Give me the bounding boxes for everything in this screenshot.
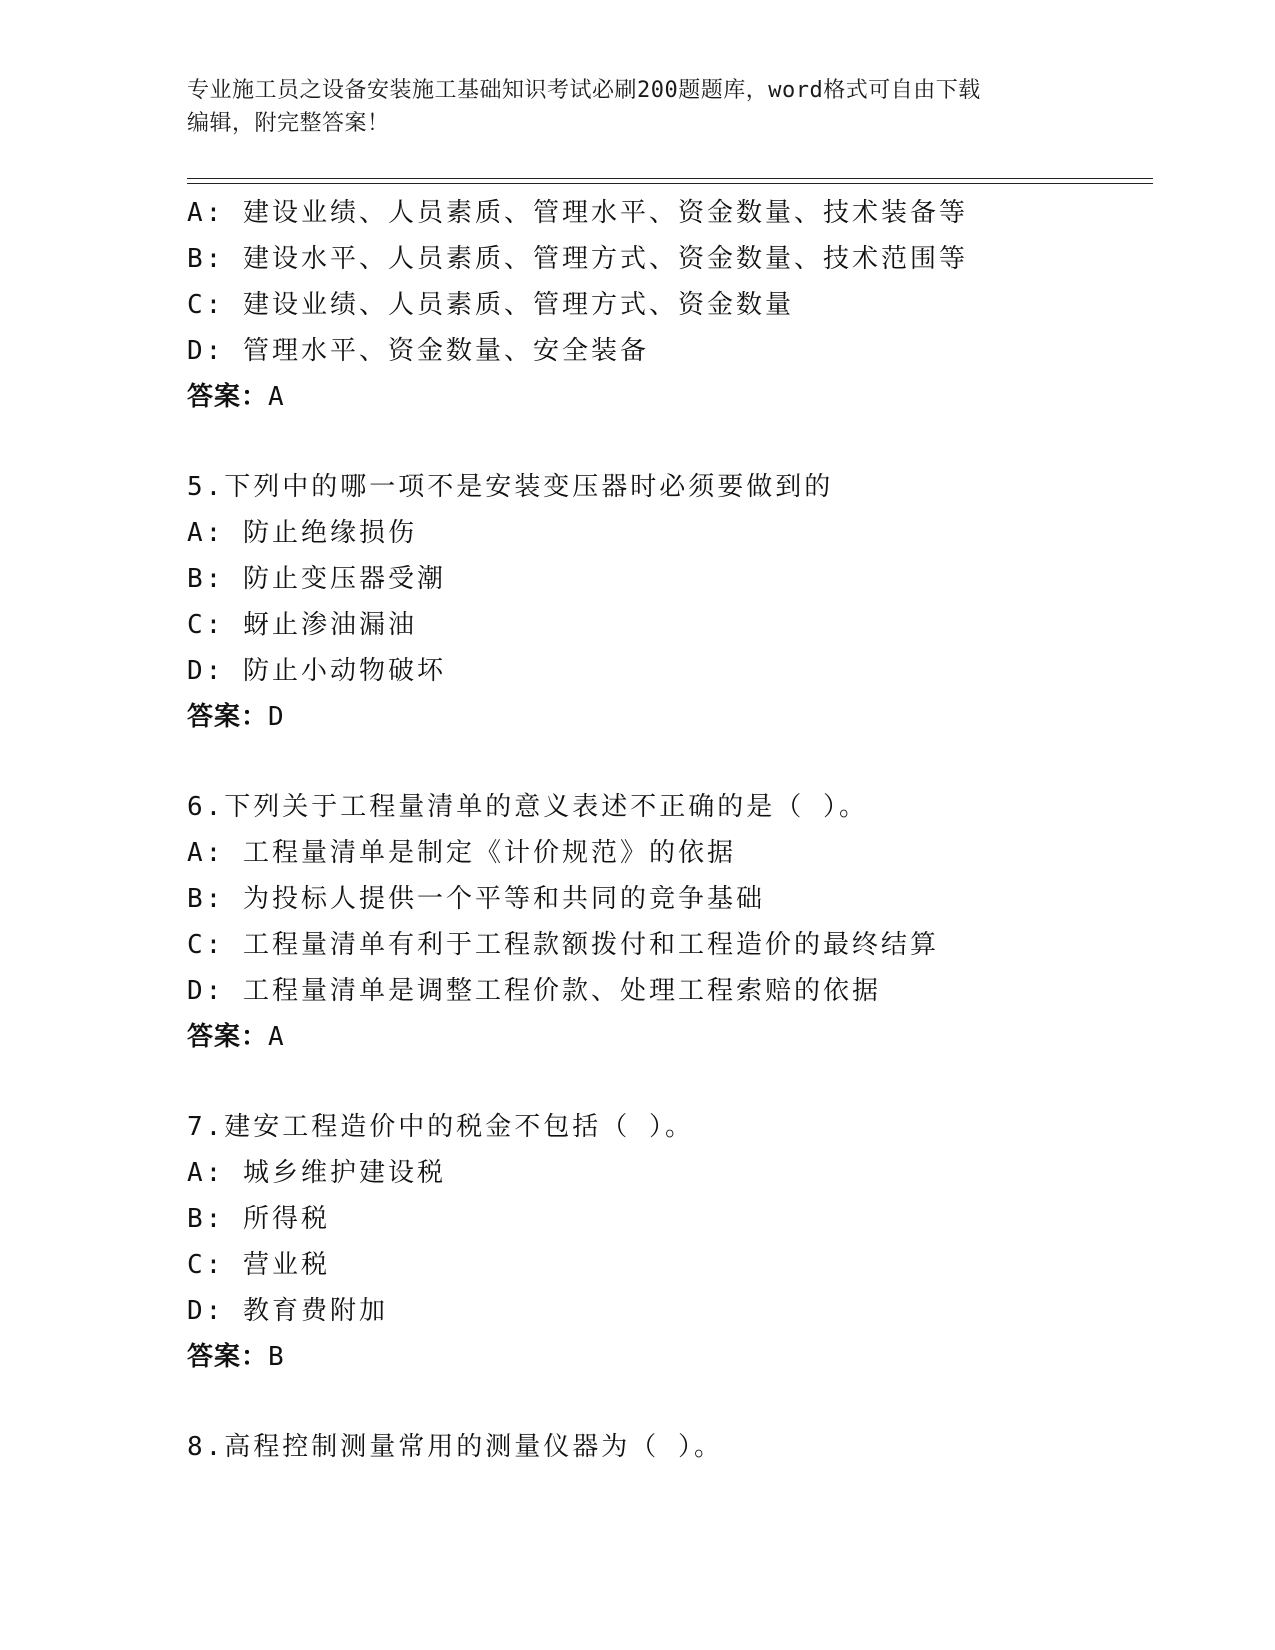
option-d: D: 管理水平、资金数量、安全装备 <box>187 336 649 366</box>
question-stem: 7.建安工程造价中的税金不包括（ ）。 <box>187 1112 694 1142</box>
question-stem: 8.高程控制测量常用的测量仪器为（ ）。 <box>187 1432 723 1462</box>
option-a: A: 城乡维护建设税 <box>187 1158 446 1188</box>
option-d: D: 教育费附加 <box>187 1296 388 1326</box>
spacer <box>187 420 1147 464</box>
option-b: B: 建设水平、人员素质、管理方式、资金数量、技术范围等 <box>187 244 968 274</box>
option-d: D: 防止小动物破坏 <box>187 656 446 686</box>
question-4 <box>187 190 1147 420</box>
option-b: B: 为投标人提供一个平等和共同的竞争基础 <box>187 884 765 914</box>
answer-label: 答案： <box>187 382 269 412</box>
question-7 <box>187 1104 1147 1380</box>
document-header <box>187 74 1067 140</box>
option-a: A: 建设业绩、人员素质、管理水平、资金数量、技术装备等 <box>187 198 968 228</box>
answer-label: 答案： <box>187 1342 269 1372</box>
answer-value: D <box>268 702 285 732</box>
spacer <box>187 1380 1147 1424</box>
spacer <box>187 1060 1147 1104</box>
answer-line <box>187 374 1147 420</box>
question-5 <box>187 464 1147 740</box>
question-6 <box>187 784 1147 1060</box>
header-rule-top <box>187 178 1153 179</box>
answer-line <box>187 1014 1147 1060</box>
answer-value: B <box>268 1342 285 1372</box>
answer-label: 答案： <box>187 1022 269 1052</box>
answer-label: 答案： <box>187 702 269 732</box>
answer-line <box>187 694 1147 740</box>
header-title-line-2: 编辑，附完整答案！ <box>187 111 390 136</box>
option-c: C: 蚜止渗油漏油 <box>187 610 417 640</box>
spacer <box>187 740 1147 784</box>
option-c: C: 工程量清单有利于工程款额拨付和工程造价的最终结算 <box>187 930 939 960</box>
answer-value: A <box>268 1022 285 1052</box>
answer-value: A <box>268 382 285 412</box>
header-title-line-1: 专业施工员之设备安装施工基础知识考试必刷200题题库，word格式可自由下载 <box>187 78 981 103</box>
option-c: C: 营业税 <box>187 1250 330 1280</box>
option-b: B: 所得税 <box>187 1204 330 1234</box>
option-d: D: 工程量清单是调整工程价款、处理工程索赔的依据 <box>187 976 881 1006</box>
option-c: C: 建设业绩、人员素质、管理方式、资金数量 <box>187 290 794 320</box>
question-8 <box>187 1424 1147 1470</box>
question-stem: 5.下列中的哪一项不是安装变压器时必须要做到的 <box>187 472 834 502</box>
option-a: A: 防止绝缘损伤 <box>187 518 417 548</box>
answer-line <box>187 1334 1147 1380</box>
option-a: A: 工程量清单是制定《计价规范》的依据 <box>187 838 736 868</box>
document-body <box>187 190 1147 1470</box>
option-b: B: 防止变压器受潮 <box>187 564 446 594</box>
header-rule-bottom <box>187 183 1153 184</box>
question-stem: 6.下列关于工程量清单的意义表述不正确的是（ ）。 <box>187 792 868 822</box>
